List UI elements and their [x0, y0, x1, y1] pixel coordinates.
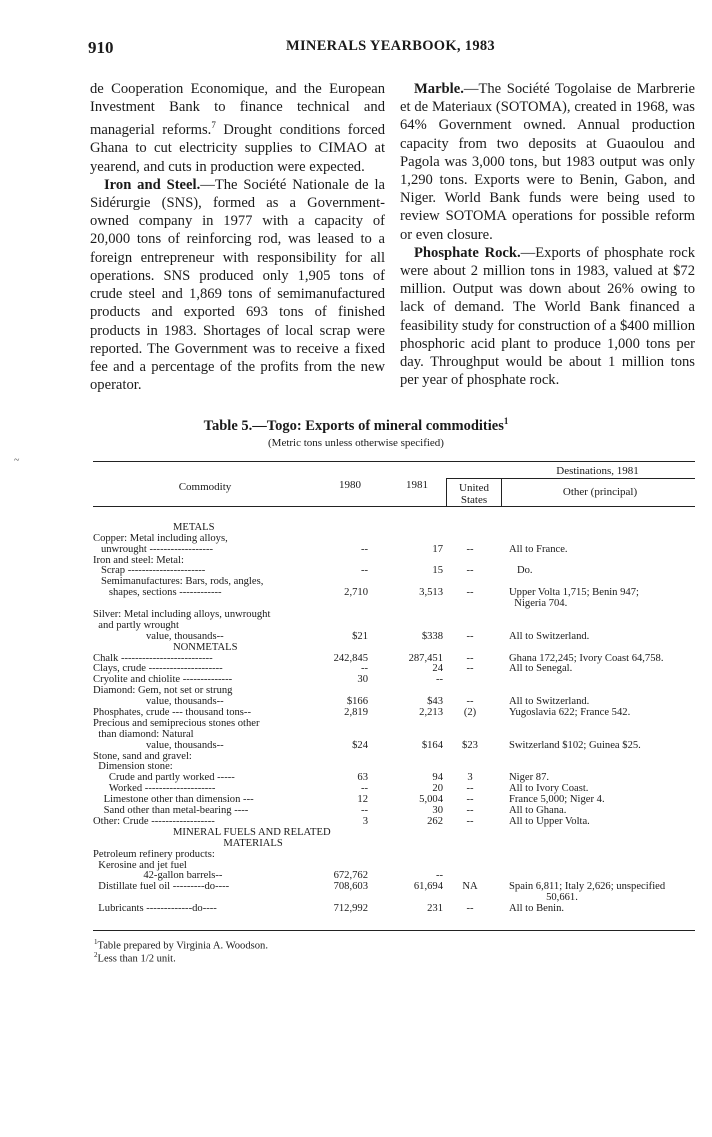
- table-title: Table 5.—Togo: Exports of mineral commodities$^1$: [203, 416, 509, 434]
- cell-commodity: than diamond: Natural: [93, 729, 194, 740]
- destinations-rule: [446, 478, 695, 479]
- cell-united-states: --: [466, 794, 474, 806]
- cell-commodity: Iron and steel: Metal:: [93, 555, 184, 566]
- cell-commodity: Distillate fuel oil ---------do----: [93, 882, 230, 893]
- cell-1980: $21: [352, 630, 368, 642]
- table-row: [93, 654, 695, 665]
- cell-united-states: 3: [467, 772, 473, 784]
- cell-1981: $164: [421, 739, 443, 751]
- paragraph-iron-steel: Iron and Steel.—The Société Nationale de la Sidérurgie (SNS), formed as a Government-owned company in 1977 with a capacity of 20,000 tons of reinforcing rod, was leased to a foreign entrepreneur with responsibility for all operations. SNS produced only 1,905 tons of crude steel and 1,869 tons of semimanufactured products and exported 693 tons of finished products in 1983. Shortages of local scrap were reported. The Government was to receive a fixed fee and a percentage of the profits from the new operator.: [90, 176, 385, 394]
- cell-1980: $24: [352, 739, 368, 751]
- cell-1980: --: [360, 565, 368, 577]
- table-row: [93, 861, 695, 872]
- cell-united-states: --: [466, 587, 474, 599]
- cell-united-states: --: [466, 652, 474, 664]
- cell-1981: 5,004: [419, 794, 443, 806]
- footnote-ref: 7: [211, 120, 216, 131]
- footnote-2: $^2$Less than 1/2 unit.: [94, 951, 176, 965]
- heading-iron-steel: Iron and Steel.: [104, 176, 201, 193]
- cell-1981: $338: [421, 630, 443, 642]
- table-row: [93, 708, 695, 719]
- cell-other-destinations: Do.: [509, 565, 533, 577]
- cell-commodity: value, thousands--: [93, 631, 224, 642]
- col-header-commodity: Commodity: [178, 481, 232, 493]
- header-bottom-rule: [93, 506, 695, 507]
- table-row: [93, 839, 695, 850]
- table-row: [93, 752, 695, 763]
- cell-united-states: $23: [462, 739, 478, 751]
- cell-other-destinations: France 5,000; Niger 4.: [509, 794, 605, 806]
- cell-1981: 61,694: [413, 881, 443, 893]
- cell-other-destinations: All to Ghana.: [509, 805, 567, 817]
- cell-commodity: Lubricants -------------do----: [93, 904, 217, 915]
- cell-commodity: METALS: [173, 522, 215, 533]
- cell-united-states: --: [466, 805, 474, 817]
- cell-1981: 3,513: [419, 587, 443, 599]
- table-row: [93, 904, 695, 915]
- cell-united-states: --: [466, 630, 474, 642]
- col-header-united-states: United States: [459, 482, 489, 506]
- cell-united-states: --: [466, 783, 474, 795]
- cell-united-states: --: [466, 696, 474, 708]
- cell-commodity: Stone, sand and gravel:: [93, 751, 192, 762]
- paragraph-marble: Marble.—The Société Togolaise de Marbrerie et de Materiaux (SOTOMA), created in 1968, was 64% Government owned. Annual production capacity from two deposits at Guaoulou and Pagola was 3,000 tons, but 1983 output was only 1,290 tons. Exports were to Benin, Gabon, and Niger. World Bank funds were being used to review SOTOMA operations for possible reform or even closure.: [400, 81, 695, 243]
- cell-1981: 2,213: [419, 707, 443, 719]
- left-text-column: [90, 80, 385, 394]
- cell-1980: --: [360, 663, 368, 675]
- cell-commodity: unwrought ------------------: [93, 544, 213, 555]
- cell-commodity: Dimension stone:: [93, 762, 173, 773]
- cell-commodity: Kerosine and jet fuel: [93, 860, 187, 871]
- cell-commodity: Chalk --------------------------: [93, 653, 213, 664]
- paragraph-phosphate: Phosphate Rock.—Exports of phosphate rock were about 2 million tons in 1983, valued at $72 million. Output was down about 26% owing to lack of demand. The World Bank financed a feasibility study for construction of a $400 million phosphoric acid plant to produce 1,000 tons per day. Throughput would be about 1 million tons per year of phosphate rock.: [400, 244, 695, 389]
- heading-marble: Marble.: [414, 81, 464, 97]
- table-row: [93, 893, 695, 904]
- cell-other-destinations: All to Senegal.: [509, 663, 573, 675]
- table-row: [93, 566, 695, 577]
- table-row: [93, 686, 695, 697]
- cell-commodity: Limestone other than dimension ---: [93, 795, 254, 806]
- cell-1981: --: [435, 674, 443, 686]
- cell-commodity: Clays, crude ---------------------: [93, 664, 223, 675]
- table-row: [93, 632, 695, 643]
- cell-commodity: Petroleum refinery products:: [93, 849, 215, 860]
- table-row: [93, 773, 695, 784]
- cell-1980: 672,762: [333, 870, 368, 882]
- table-row: [93, 588, 695, 599]
- cell-1980: 712,992: [333, 903, 368, 915]
- cell-other-destinations: Yugoslavia 622; France 542.: [509, 707, 631, 719]
- paragraph-intro: de Cooperation Economique, and the European Investment Bank to finance technical and managerial reforms.$^7$ Drought conditions forced Ghana to cut electricity supplies to CIMAO at yearend, and cuts in production were expected.: [90, 81, 385, 175]
- cell-united-states: (2): [463, 707, 477, 719]
- table-row: [93, 850, 695, 861]
- table-row: [93, 762, 695, 773]
- cell-commodity: Semimanufactures: Bars, rods, angles,: [93, 577, 264, 588]
- cell-united-states: --: [466, 663, 474, 675]
- cell-other-destinations: All to Switzerland.: [509, 630, 590, 642]
- cell-other-destinations: Ghana 172,245; Ivory Coast 64,758.: [509, 652, 664, 664]
- table-row: [93, 621, 695, 632]
- right-text-column: [400, 80, 695, 389]
- col-header-1980: 1980: [339, 479, 361, 491]
- cell-commodity: NONMETALS: [173, 642, 238, 653]
- header-divider: [501, 478, 502, 506]
- cell-1981: 287,451: [408, 652, 443, 664]
- cell-1981: 262: [427, 815, 443, 827]
- cell-other-destinations: Nigeria 704.: [509, 598, 568, 610]
- cell-1981: 20: [432, 783, 443, 795]
- table-row: [93, 545, 695, 556]
- cell-commodity: Precious and semiprecious stones other: [93, 718, 260, 729]
- cell-other-destinations: All to Switzerland.: [509, 696, 590, 708]
- cell-1981: 94: [432, 772, 443, 784]
- table-row: [93, 523, 695, 534]
- cell-commodity: Worked --------------------: [93, 784, 216, 795]
- table-bottom-rule: [93, 930, 695, 931]
- cell-1981: 15: [432, 565, 443, 577]
- cell-1980: 63: [357, 772, 368, 784]
- cell-1980: 708,603: [333, 881, 368, 893]
- table-row: [93, 828, 695, 839]
- cell-united-states: NA: [462, 881, 478, 893]
- cell-1981: 17: [432, 543, 443, 555]
- cell-1981: 24: [432, 663, 443, 675]
- cell-commodity: Scrap ----------------------: [93, 566, 206, 577]
- cell-other-destinations: Spain 6,811; Italy 2,626; unspecified: [509, 881, 666, 893]
- cell-commodity: Other: Crude ------------------: [93, 816, 215, 827]
- cell-commodity: MINERAL FUELS AND RELATED: [173, 827, 331, 838]
- table-row: [93, 806, 695, 817]
- cell-commodity: Diamond: Gem, not set or strung: [93, 686, 233, 697]
- heading-phosphate-rock: Phosphate Rock.: [414, 244, 521, 261]
- cell-1981: 231: [427, 903, 443, 915]
- cell-1980: --: [360, 543, 368, 555]
- cell-1980: --: [360, 783, 368, 795]
- cell-commodity: Crude and partly worked -----: [93, 773, 235, 784]
- page-number: 910: [88, 38, 114, 57]
- footnote-1: $^1$Table prepared by Virginia A. Woodson.: [94, 938, 268, 952]
- cell-commodity: 42-gallon barrels--: [93, 871, 223, 882]
- cell-commodity: MATERIALS: [173, 838, 283, 849]
- cell-other-destinations: All to Upper Volta.: [509, 815, 590, 827]
- cell-united-states: --: [466, 903, 474, 915]
- table-top-rule: [93, 461, 695, 462]
- header-divider: [446, 478, 447, 506]
- cell-united-states: --: [466, 815, 474, 827]
- table-row: [93, 741, 695, 752]
- cell-1980: 30: [357, 674, 368, 686]
- cell-commodity: Silver: Metal including alloys, unwrought: [93, 610, 271, 621]
- cell-1980: 3: [362, 815, 368, 827]
- col-header-destinations: Destinations, 1981: [556, 465, 639, 477]
- table-subtitle: (Metric tons unless otherwise specified): [268, 437, 444, 449]
- cell-1980: 12: [357, 794, 368, 806]
- cell-1980: $166: [346, 696, 368, 708]
- cell-1980: --: [360, 805, 368, 817]
- cell-commodity: and partly wrought: [93, 620, 179, 631]
- table-row: [93, 512, 695, 523]
- running-head: MINERALS YEARBOOK, 1983: [286, 38, 495, 54]
- page-header: [88, 38, 692, 62]
- table-row: [93, 795, 695, 806]
- cell-other-destinations: Switzerland $102; Guinea $25.: [509, 739, 641, 751]
- cell-united-states: --: [466, 565, 474, 577]
- cell-other-destinations: All to Ivory Coast.: [509, 783, 589, 795]
- cell-commodity: Sand other than metal-bearing ----: [93, 806, 249, 817]
- table-row: [93, 556, 695, 567]
- cell-other-destinations: All to France.: [509, 543, 568, 555]
- cell-1981: 30: [432, 805, 443, 817]
- cell-other-destinations: 50,661.: [509, 892, 578, 904]
- cell-1980: 2,710: [344, 587, 368, 599]
- cell-commodity: shapes, sections ------------: [93, 588, 222, 599]
- cell-1981: --: [435, 870, 443, 882]
- cell-commodity: Copper: Metal including alloys,: [93, 533, 228, 544]
- cell-1980: 2,819: [344, 707, 368, 719]
- cell-united-states: --: [466, 543, 474, 555]
- cell-commodity: Phosphates, crude --- thousand tons--: [93, 708, 251, 719]
- cell-commodity: value, thousands--: [93, 740, 224, 751]
- scan-mark: ~: [14, 455, 20, 466]
- cell-commodity: Cryolite and chiolite --------------: [93, 675, 233, 686]
- col-header-other: Other (principal): [562, 486, 638, 498]
- table-row: [93, 817, 695, 828]
- cell-other-destinations: Upper Volta 1,715; Benin 947;: [509, 587, 639, 599]
- table-row: [93, 643, 695, 654]
- table-row: [93, 664, 695, 675]
- table-row: [93, 784, 695, 795]
- table-row: [93, 675, 695, 686]
- table-row: [93, 599, 695, 610]
- cell-other-destinations: All to Benin.: [509, 903, 565, 915]
- table-row: [93, 534, 695, 545]
- cell-1981: $43: [427, 696, 443, 708]
- table-row: [93, 719, 695, 730]
- cell-other-destinations: Niger 87.: [509, 772, 550, 784]
- table-row: [93, 882, 695, 893]
- table-row: [93, 610, 695, 621]
- cell-1980: 242,845: [333, 652, 368, 664]
- cell-commodity: value, thousands--: [93, 697, 224, 708]
- table-body: [93, 512, 695, 915]
- col-header-1981: 1981: [406, 479, 428, 491]
